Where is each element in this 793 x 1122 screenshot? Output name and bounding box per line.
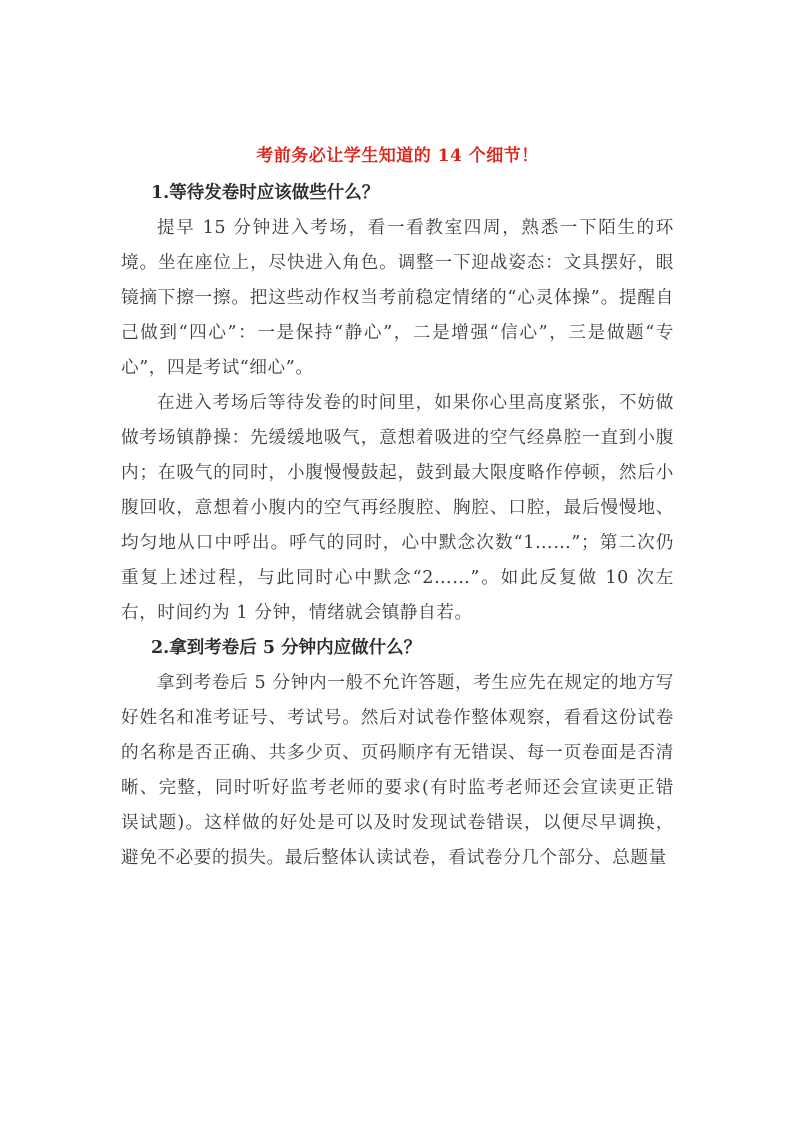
section-2: [121, 631, 674, 876]
paragraph: 提早 15 分钟进入考场，看一看教室四周，熟悉一下陌生的环境。坐在座位上，尽快进入角色。调整一下迎战姿态：文具摆好，眼镜摘下擦一擦。把这些动作权当考前稳定情绪的“心灵体操”。提醒自己做到“四心”：一是保持“静心”，二是增强“信心”，三是做题“专心”，四是考试“细心”。: [121, 218, 674, 378]
paragraph: 拿到考卷后 5 分钟内一般不允许答题，考生应先在规定的地方写好姓名和准考证号、考试号。然后对试卷作整体观察，看看这份试卷的名称是否正确、共多少页、页码顺序有无错误、每一页卷面是否清晰、完整，同时听好监考老师的要求(有时监考老师还会宣读更正错误试题)。这样做的好处是可以及时发现试卷错误，以便尽早调换，避免不必要的损失。最后整体认读试卷，看试卷分几个部分、总题量: [121, 673, 674, 868]
document-page: [121, 143, 674, 876]
document-title: 考前务必让学生知道的 14 个细节！: [256, 146, 539, 166]
section-heading: 2.拿到考卷后 5 分钟内应做什么？: [151, 638, 422, 658]
section-1: [121, 176, 674, 631]
section-heading: 1.等待发卷时应该做些什么？: [151, 183, 380, 203]
paragraph: 在进入考场后等待发卷的时间里，如果你心里高度紧张，不妨做做考场镇静操：先缓缓地吸气，意想着吸进的空气经鼻腔一直到小腹内；在吸气的同时，小腹慢慢鼓起，鼓到最大限度略作停顿，然后小腹回收，意想着小腹内的空气再经腹腔、胸腔、口腔，最后慢慢地、均匀地从口中呼出。呼气的同时，心中默念次数“1……”；第二次仍重复上述过程，与此同时心中默念“2……”。如此反复做 10 次左右，时间约为 1 分钟，情绪就会镇静自若。: [121, 393, 674, 623]
